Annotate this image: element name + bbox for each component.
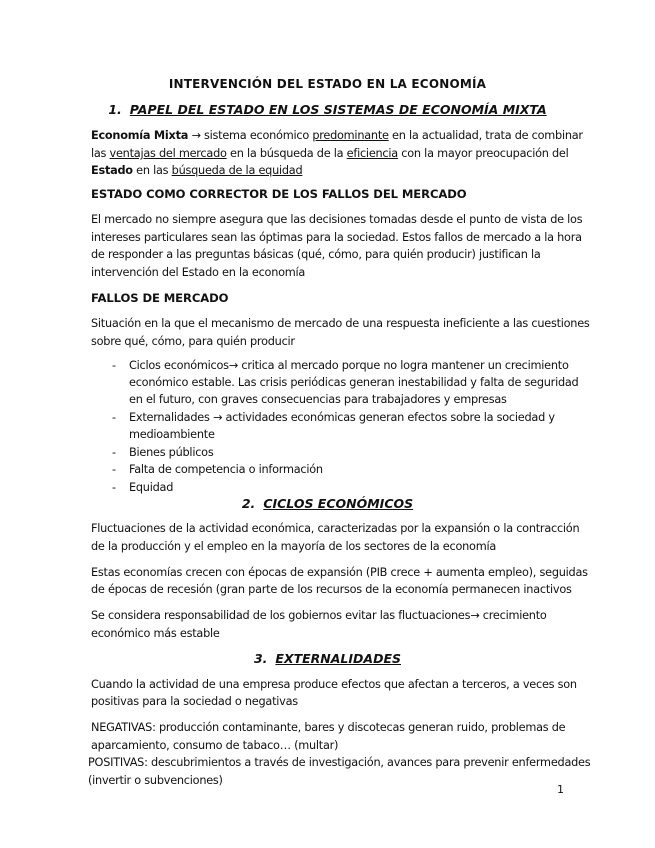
intro-line-1 — [91, 127, 583, 145]
list-item: Falta de competencia o información — [129, 463, 323, 476]
text-run: las — [91, 147, 110, 160]
paragraph-line: sobre qué, cómo, para quién producir — [91, 335, 295, 348]
document-title: INTERVENCIÓN DEL ESTADO EN LA ECONOMÍA — [168, 77, 487, 91]
list-item-continuation: en el futuro, con graves consecuencias para trabajadores y empresas — [129, 393, 507, 406]
paragraph-line: POSITIVAS: descubrimientos a través de investigación, avances para prevenir enfermedades — [88, 756, 591, 769]
bullet-dash: - — [112, 446, 117, 459]
paragraph-line: Estas economías crecen con épocas de expansión (PIB crece + aumenta empleo), seguidas — [91, 566, 588, 579]
section-title: CICLOS ECONÓMICOS — [263, 496, 414, 511]
paragraph-line: NEGATIVAS: producción contaminante, bares y discotecas generan ruido, problemas de — [91, 721, 566, 734]
list-item: Ciclos económicos→ critica al mercado porque no logra mantener un crecimiento — [129, 359, 569, 372]
bullet-dash: - — [112, 359, 117, 372]
section-number: 3. — [253, 651, 268, 666]
paragraph-line: El mercado no siempre asegura que las decisiones tomadas desde el punto de vista de los — [91, 213, 583, 226]
list-item: Equidad — [129, 481, 174, 494]
underlined-term: ventajas del mercado — [109, 147, 227, 160]
section-2-heading — [0, 496, 655, 511]
paragraph-line: aparcamiento, consumo de tabaco… (multar) — [91, 739, 339, 752]
section-number: 1. — [108, 102, 122, 117]
paragraph-line: positivas para la sociedad o negativas — [91, 695, 298, 708]
term-estado: Estado — [91, 164, 133, 177]
section-1-heading — [0, 102, 655, 117]
text-run: con la mayor preocupación del — [397, 147, 569, 160]
underlined-term: búsqueda de la equidad — [171, 164, 303, 177]
paragraph-line: intervención del Estado en la economía — [91, 266, 306, 279]
paragraph-line: (invertir o subvenciones) — [88, 774, 223, 787]
list-item: Externalidades → actividades económicas generan efectos sobre la sociedad y — [129, 411, 555, 424]
paragraph-line: de la producción y el empleo en la mayoría de los sectores de la economía — [91, 540, 497, 553]
paragraph-line: Fluctuaciones de la actividad económica, caracterizadas por la expansión o la contracción — [91, 522, 580, 535]
text-run: en las — [132, 164, 172, 177]
bullet-dash: - — [112, 463, 117, 476]
paragraph-line: Se considera responsabilidad de los gobiernos evitar las fluctuaciones→ crecimiento — [91, 609, 547, 622]
term-economia-mixta: Economía Mixta — [91, 129, 189, 142]
bullet-dash: - — [112, 481, 117, 494]
intro-line-3 — [91, 162, 302, 180]
bullet-dash: - — [112, 411, 117, 424]
section-number: 2. — [241, 496, 256, 511]
paragraph-line: Cuando la actividad de una empresa produce efectos que afectan a terceros, a veces son — [91, 678, 577, 691]
intro-line-2 — [91, 145, 569, 163]
list-item-continuation: económico estable. Las crisis periódicas generan inestabilidad y falta de seguridad — [129, 376, 579, 389]
section-title: PAPEL DEL ESTADO EN LOS SISTEMAS DE ECONOMÍA MIXTA — [129, 102, 547, 117]
section-3-heading — [0, 651, 655, 666]
underlined-term: eficiencia — [346, 147, 398, 160]
list-item-continuation: medioambiente — [129, 428, 215, 441]
text-run: en la actualidad, trata de combinar — [388, 129, 583, 142]
subheading-fallos: FALLOS DE MERCADO — [91, 291, 229, 305]
paragraph-line: Situación en la que el mecanismo de mercado de una respuesta ineficiente a las cuestiones — [91, 317, 590, 330]
paragraph-line: intereses particulares sean las óptimas para la sociedad. Estos fallos de mercado a la hora — [91, 231, 582, 244]
text-run: en la búsqueda de la — [226, 147, 347, 160]
paragraph-line: económico más estable — [91, 627, 220, 640]
paragraph-line: de épocas de recesión (gran parte de los recursos de la economía permanecen inactivos — [91, 583, 572, 596]
section-title: EXTERNALIDADES — [275, 651, 402, 666]
list-item: Bienes públicos — [129, 446, 214, 459]
paragraph-line: de responder a las preguntas básicas (qué, cómo, para quién producir) justifican la — [91, 248, 541, 261]
page-number: 1 — [557, 783, 564, 796]
underlined-term: predominante — [312, 129, 389, 142]
subheading-corrector: ESTADO COMO CORRECTOR DE LOS FALLOS DEL MERCADO — [91, 187, 467, 201]
text-run: → sistema económico — [188, 129, 313, 142]
